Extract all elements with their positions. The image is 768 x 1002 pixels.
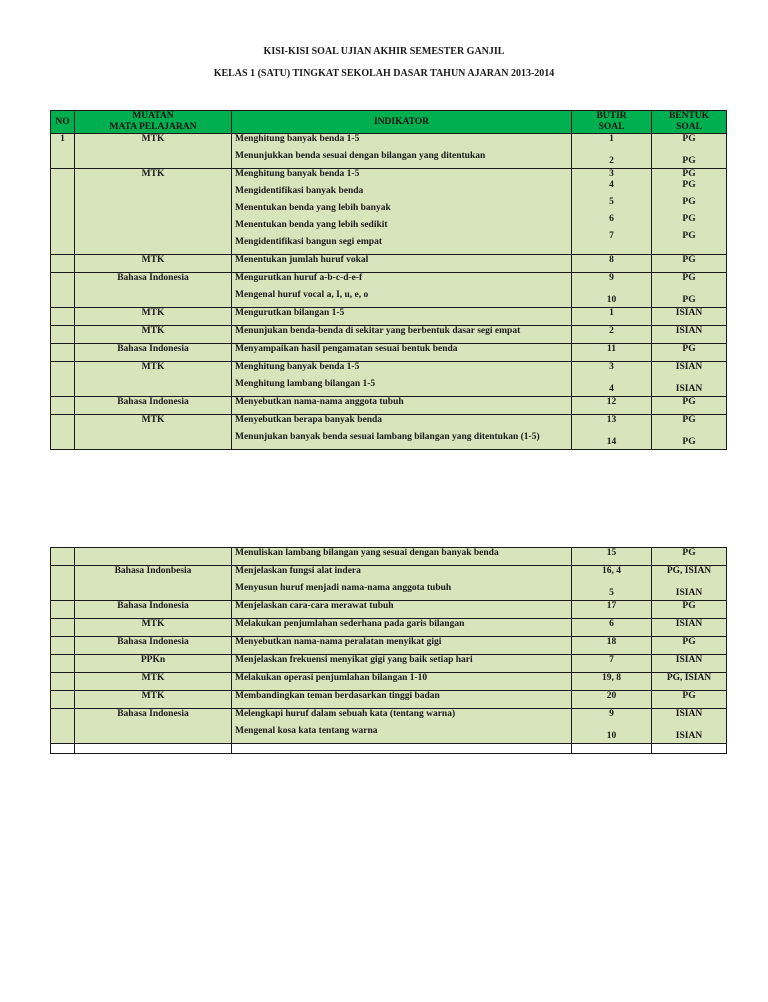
row-number-cell: [51, 326, 75, 344]
question-form: PG: [682, 344, 696, 354]
question-form: PG: [682, 548, 696, 558]
table-body-page1: [51, 134, 727, 450]
subject-cell: [75, 619, 232, 637]
question-form: PG: [682, 397, 696, 407]
table-row: [51, 344, 727, 362]
indicator-cell: [232, 134, 572, 169]
row-number-cell: [51, 362, 75, 397]
question-form-cell: [652, 601, 727, 619]
subject-name: Bahasa Indonesia: [117, 709, 189, 719]
document-subtitle: KELAS 1 (SATU) TINGKAT SEKOLAH DASAR TAHUN AJARAN 2013-2014: [213, 68, 555, 79]
item-number-cell: [572, 601, 652, 619]
indicator-text: Mengurutkan huruf a-b-c-d-e-f: [235, 273, 363, 283]
item-number: 10: [606, 731, 617, 741]
item-number-cell: [572, 415, 652, 450]
item-number: 1: [609, 308, 614, 318]
question-form-cell: [652, 691, 727, 709]
item-number: 10: [606, 295, 617, 305]
subject-cell: [75, 673, 232, 691]
indicator-text: Menunjukan banyak benda sesuai lambang bilangan yang ditentukan (1-5): [235, 432, 540, 442]
row-number-cell: [51, 169, 75, 255]
indicator-cell: [232, 601, 572, 619]
question-form: PG: [682, 156, 696, 166]
table-row: [51, 566, 727, 601]
question-form-cell: [652, 344, 727, 362]
empty-cell: [572, 744, 652, 754]
table-row: [51, 308, 727, 326]
indicator-cell: [232, 548, 572, 566]
item-number: 6: [609, 214, 614, 224]
empty-table-row: [51, 744, 727, 754]
item-number: 8: [609, 255, 614, 265]
table-row: [51, 655, 727, 673]
indicator-text: Menghitung lambang bilangan 1-5: [235, 379, 376, 389]
question-form: ISIAN: [675, 362, 703, 372]
subject-name: Bahasa Indonesia: [117, 601, 189, 611]
table-row: [51, 548, 727, 566]
subject-name: MTK: [141, 134, 165, 144]
header-bentuk-line1: BENTUK: [668, 111, 710, 121]
indicator-text: Menentukan jumlah huruf vokal: [235, 255, 369, 265]
table-row: [51, 326, 727, 344]
question-form-cell: [652, 709, 727, 744]
table-row: [51, 415, 727, 450]
item-number-cell: [572, 326, 652, 344]
subject-name: Bahasa Indonesia: [117, 637, 189, 647]
question-form: ISIAN: [675, 731, 703, 741]
item-number: 20: [606, 691, 617, 701]
indicator-text: Menentukan benda yang lebih banyak: [235, 203, 391, 213]
question-form-cell: [652, 308, 727, 326]
subject-cell: [75, 308, 232, 326]
row-number-cell: [51, 655, 75, 673]
indicator-cell: [232, 273, 572, 308]
item-number-cell: [572, 169, 652, 255]
document-title: KISI-KISI SOAL UJIAN AKHIR SEMESTER GANJIL: [263, 46, 505, 57]
row-number-cell: [51, 273, 75, 308]
item-number: 19, 8: [602, 673, 621, 683]
subject-name: MTK: [141, 362, 165, 372]
question-form: PG: [682, 415, 696, 425]
question-form-cell: [652, 169, 727, 255]
item-number: 3: [609, 362, 614, 372]
row-number-cell: [51, 548, 75, 566]
item-number-cell: [572, 255, 652, 273]
question-form: PG: [682, 197, 696, 207]
item-number: 14: [606, 437, 617, 447]
table-row: [51, 709, 727, 744]
question-form: PG: [682, 691, 696, 701]
item-number-cell: [572, 308, 652, 326]
row-number: 1: [60, 134, 65, 144]
question-form: PG, ISIAN: [666, 673, 712, 683]
question-form: PG: [682, 214, 696, 224]
subject-cell: [75, 344, 232, 362]
subject-cell: [75, 601, 232, 619]
subject-name: Bahasa Indonesia: [117, 273, 189, 283]
item-number: 6: [609, 619, 614, 629]
empty-cell: [652, 744, 727, 754]
row-number-cell: [51, 566, 75, 601]
row-number-cell: [51, 619, 75, 637]
subject-cell: [75, 255, 232, 273]
question-form: ISIAN: [675, 588, 703, 598]
subject-cell: [75, 548, 232, 566]
subject-name: Bahasa Indonesia: [117, 397, 189, 407]
indicator-text: Menunjukkan benda sesuai dengan bilangan yang ditentukan: [235, 151, 486, 161]
table-row: [51, 691, 727, 709]
table-row: [51, 362, 727, 397]
question-form-cell: [652, 397, 727, 415]
indicator-cell: [232, 709, 572, 744]
item-number: 1: [609, 134, 614, 144]
indicator-text: Mengidentifikasi banyak benda: [235, 186, 364, 196]
indicator-text: Menentukan benda yang lebih sedikit: [235, 220, 388, 230]
question-form-cell: [652, 548, 727, 566]
item-number: 4: [609, 384, 614, 394]
empty-cell: [75, 744, 232, 754]
indicator-text: Menghitung banyak benda 1-5: [235, 134, 360, 144]
item-number: 15: [606, 548, 617, 558]
item-number-cell: [572, 673, 652, 691]
question-form: PG, ISIAN: [666, 566, 712, 576]
item-number-cell: [572, 344, 652, 362]
row-number-cell: [51, 673, 75, 691]
item-number: 11: [607, 344, 616, 354]
header-muatan-line2: MATA PELAJARAN: [109, 122, 197, 132]
question-form: PG: [682, 231, 696, 241]
question-form: PG: [682, 601, 696, 611]
question-form-cell: [652, 415, 727, 450]
subject-name: MTK: [141, 691, 165, 701]
item-number-cell: [572, 397, 652, 415]
question-form: ISIAN: [675, 326, 703, 336]
indicator-cell: [232, 169, 572, 255]
item-number: 7: [609, 231, 614, 241]
subject-name: PPKn: [140, 655, 166, 665]
row-number-cell: [51, 397, 75, 415]
indicator-cell: [232, 691, 572, 709]
row-number-cell: [51, 255, 75, 273]
header-muatan: [75, 111, 232, 134]
subject-name: MTK: [141, 673, 165, 683]
subject-cell: [75, 397, 232, 415]
table-row: [51, 397, 727, 415]
table-row: [51, 619, 727, 637]
indicator-text: Melakukan operasi penjumlahan bilangan 1-10: [235, 673, 428, 683]
indicator-text: Menjelaskan frekuensi menyikat gigi yang baik setiap hari: [235, 655, 473, 665]
header-butir-line2: SOAL: [598, 122, 625, 132]
question-form: PG: [682, 295, 696, 305]
question-form: PG: [682, 273, 696, 283]
empty-cell: [51, 744, 75, 754]
question-form: ISIAN: [675, 308, 703, 318]
item-number-cell: [572, 655, 652, 673]
question-form-cell: [652, 566, 727, 601]
indicator-text: Mengenal huruf vocal a, I, u, e, o: [235, 290, 369, 300]
subject-cell: [75, 655, 232, 673]
indicator-cell: [232, 673, 572, 691]
header-muatan-line1: MUATAN: [132, 111, 174, 121]
question-form: ISIAN: [675, 709, 703, 719]
item-number: 5: [609, 588, 614, 598]
indicator-text: Menjelaskan fungsi alat indera: [235, 566, 361, 576]
subject-cell: [75, 362, 232, 397]
subject-name: MTK: [141, 326, 165, 336]
header-indikator: INDIKATOR: [232, 111, 572, 134]
item-number: 4: [609, 180, 614, 190]
table-header-row: [51, 111, 727, 134]
item-number: 2: [609, 326, 614, 336]
question-form-cell: [652, 326, 727, 344]
question-form-cell: [652, 619, 727, 637]
item-number: 2: [609, 156, 614, 166]
indicator-text: Menyusun huruf menjadi nama-nama anggota tubuh: [235, 583, 452, 593]
subject-cell: [75, 709, 232, 744]
indicator-text: Menghitung banyak benda 1-5: [235, 169, 360, 179]
indicator-cell: [232, 619, 572, 637]
indicator-text: Menyampaikan hasil pengamatan sesuai bentuk benda: [235, 344, 458, 354]
item-number-cell: [572, 619, 652, 637]
empty-cell: [232, 744, 572, 754]
indicator-cell: [232, 415, 572, 450]
header-bentuk-line2: SOAL: [676, 122, 702, 132]
indicator-text: Menuliskan lambang bilangan yang sesuai dengan banyak benda: [235, 548, 499, 558]
item-number: 18: [606, 637, 617, 647]
subject-cell: [75, 415, 232, 450]
row-number-cell: [51, 709, 75, 744]
table-row: [51, 169, 727, 255]
subject-name: Bahasa Indonesia: [117, 344, 189, 354]
question-form: PG: [682, 255, 696, 265]
subject-cell: [75, 134, 232, 169]
indicator-cell: [232, 255, 572, 273]
question-form-cell: [652, 273, 727, 308]
item-number: 9: [609, 709, 614, 719]
item-number: 9: [609, 273, 614, 283]
item-number: 17: [606, 601, 617, 611]
indicator-text: Mengurutkan bilangan 1-5: [235, 308, 345, 318]
indicator-cell: [232, 637, 572, 655]
question-form: ISIAN: [675, 384, 703, 394]
subject-cell: [75, 691, 232, 709]
subject-name: MTK: [141, 169, 165, 179]
item-number: 13: [606, 415, 617, 425]
item-number-cell: [572, 566, 652, 601]
kisi-kisi-table-page2: [50, 547, 727, 754]
item-number: 5: [609, 197, 614, 207]
indicator-text: Menjelaskan cara-cara merawat tubuh: [235, 601, 394, 611]
row-number-cell: [51, 415, 75, 450]
question-form: ISIAN: [675, 655, 703, 665]
indicator-text: Menyebutkan berapa banyak benda: [235, 415, 383, 425]
table-row: [51, 637, 727, 655]
item-number: 7: [609, 655, 614, 665]
subject-name: MTK: [141, 308, 165, 318]
subject-name: MTK: [141, 619, 165, 629]
question-form-cell: [652, 255, 727, 273]
header-butir: [572, 111, 652, 134]
row-number-cell: [51, 601, 75, 619]
subject-cell: [75, 326, 232, 344]
question-form: PG: [682, 637, 696, 647]
table-row: [51, 673, 727, 691]
row-number-cell: [51, 637, 75, 655]
indicator-cell: [232, 655, 572, 673]
indicator-text: Membandingkan teman berdasarkan tinggi badan: [235, 691, 440, 701]
row-number-cell: [51, 308, 75, 326]
table-row: [51, 601, 727, 619]
question-form-cell: [652, 673, 727, 691]
question-form-cell: [652, 655, 727, 673]
indicator-cell: [232, 566, 572, 601]
item-number-cell: [572, 709, 652, 744]
question-form-cell: [652, 134, 727, 169]
indicator-text: Menyebutkan nama-nama peralatan menyikat gigi: [235, 637, 442, 647]
subject-cell: [75, 169, 232, 255]
indicator-cell: [232, 326, 572, 344]
item-number: 3: [609, 169, 614, 179]
table-row: [51, 273, 727, 308]
indicator-text: Menghitung banyak benda 1-5: [235, 362, 360, 372]
indicator-text: Menyebutkan nama-nama anggota tubuh: [235, 397, 404, 407]
item-number-cell: [572, 362, 652, 397]
indicator-cell: [232, 397, 572, 415]
question-form: PG: [682, 180, 696, 190]
row-number-cell: [51, 134, 75, 169]
subject-name: MTK: [141, 255, 165, 265]
question-form: PG: [682, 437, 696, 447]
indicator-cell: [232, 308, 572, 326]
indicator-text: Melakukan penjumlahan sederhana pada garis bilangan: [235, 619, 465, 629]
item-number-cell: [572, 691, 652, 709]
item-number: 16, 4: [602, 566, 621, 576]
table-body-page2: [51, 548, 727, 754]
question-form-cell: [652, 362, 727, 397]
indicator-cell: [232, 362, 572, 397]
indicator-text: Melengkapi huruf dalam sebuah kata (tentang warna): [235, 709, 456, 719]
item-number-cell: [572, 273, 652, 308]
subject-cell: [75, 566, 232, 601]
header-bentuk: [652, 111, 727, 134]
indicator-text: Menunjukan benda-benda di sekitar yang berbentuk dasar segi empat: [235, 326, 521, 336]
kisi-kisi-table-page1: [50, 110, 727, 450]
indicator-text: Mengidentifikasi bangun segi empat: [235, 237, 383, 247]
table-row: [51, 134, 727, 169]
row-number-cell: [51, 691, 75, 709]
item-number-cell: [572, 134, 652, 169]
table-row: [51, 255, 727, 273]
question-form: ISIAN: [675, 619, 703, 629]
item-number: 12: [606, 397, 617, 407]
question-form: PG: [682, 169, 696, 179]
subject-name: Bahasa Indonbesia: [114, 566, 192, 576]
header-no: NO: [51, 111, 75, 134]
header-butir-line1: BUTIR: [596, 111, 627, 121]
subject-cell: [75, 637, 232, 655]
question-form-cell: [652, 637, 727, 655]
question-form: PG: [682, 134, 696, 144]
item-number-cell: [572, 637, 652, 655]
item-number-cell: [572, 548, 652, 566]
subject-name: MTK: [141, 415, 165, 425]
indicator-text: Mengenal kosa kata tentang warna: [235, 726, 378, 736]
subject-cell: [75, 273, 232, 308]
indicator-cell: [232, 344, 572, 362]
row-number-cell: [51, 344, 75, 362]
